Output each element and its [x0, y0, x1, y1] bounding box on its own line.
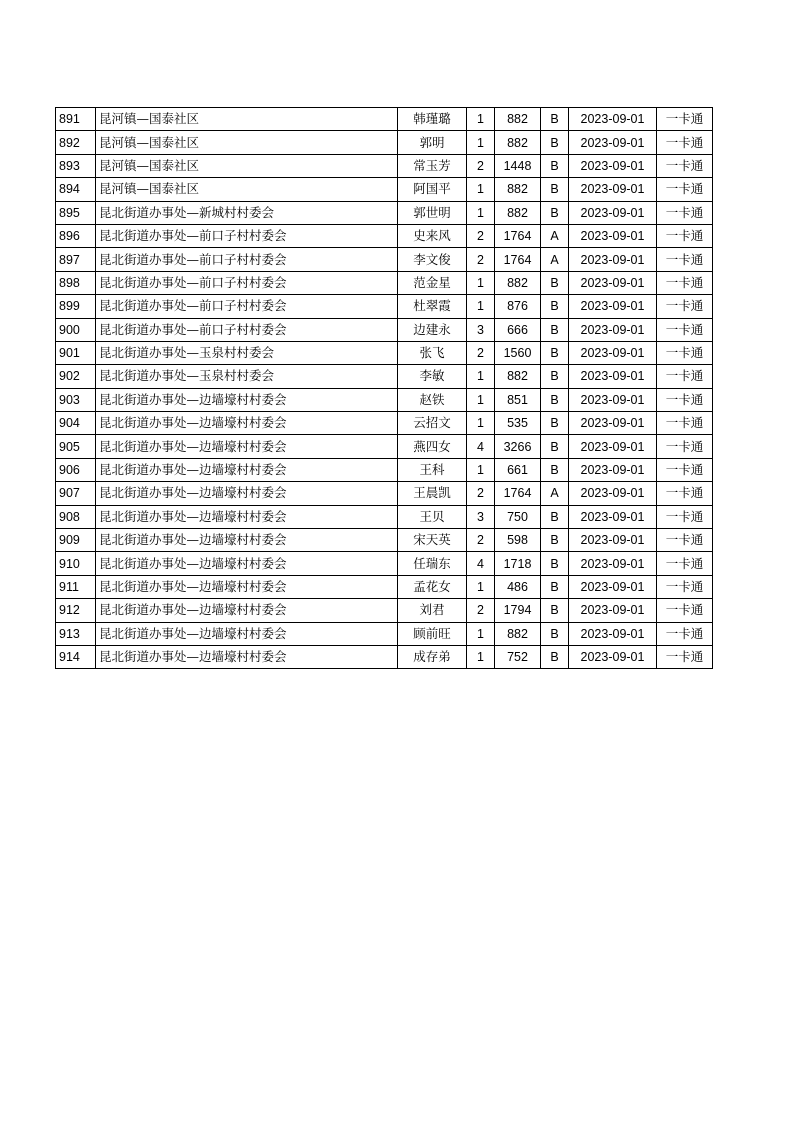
household-count-cell: 1: [467, 178, 495, 201]
person-name-cell: 王晨凯: [398, 482, 467, 505]
amount-cell: 486: [495, 575, 541, 598]
row-number-cell: 914: [56, 645, 96, 668]
table-row: [56, 271, 713, 294]
organization-cell: 昆北街道办事处—边墙壕村村委会: [96, 458, 398, 481]
household-count-cell: 1: [467, 131, 495, 154]
person-name-cell: 燕四女: [398, 435, 467, 458]
date-cell: 2023-09-01: [569, 295, 657, 318]
person-name-cell: 范金星: [398, 271, 467, 294]
category-cell: B: [541, 529, 569, 552]
amount-cell: 750: [495, 505, 541, 528]
household-count-cell: 1: [467, 295, 495, 318]
amount-cell: 882: [495, 201, 541, 224]
row-number-cell: 891: [56, 108, 96, 131]
amount-cell: 661: [495, 458, 541, 481]
payment-method-cell: 一卡通: [657, 505, 713, 528]
organization-cell: 昆北街道办事处—边墙壕村村委会: [96, 622, 398, 645]
category-cell: B: [541, 435, 569, 458]
amount-cell: 882: [495, 178, 541, 201]
person-name-cell: 郭世明: [398, 201, 467, 224]
household-count-cell: 2: [467, 248, 495, 271]
row-number-cell: 912: [56, 599, 96, 622]
amount-cell: 752: [495, 645, 541, 668]
row-number-cell: 904: [56, 412, 96, 435]
organization-cell: 昆北街道办事处—边墙壕村村委会: [96, 599, 398, 622]
row-number-cell: 899: [56, 295, 96, 318]
row-number-cell: 908: [56, 505, 96, 528]
household-count-cell: 2: [467, 154, 495, 177]
category-cell: B: [541, 552, 569, 575]
date-cell: 2023-09-01: [569, 482, 657, 505]
amount-cell: 666: [495, 318, 541, 341]
table-row: [56, 529, 713, 552]
amount-cell: 1718: [495, 552, 541, 575]
table-row: [56, 482, 713, 505]
row-number-cell: 895: [56, 201, 96, 224]
date-cell: 2023-09-01: [569, 248, 657, 271]
date-cell: 2023-09-01: [569, 552, 657, 575]
person-name-cell: 杜翠霞: [398, 295, 467, 318]
person-name-cell: 顾前旺: [398, 622, 467, 645]
date-cell: 2023-09-01: [569, 458, 657, 481]
amount-cell: 882: [495, 365, 541, 388]
date-cell: 2023-09-01: [569, 599, 657, 622]
amount-cell: 1794: [495, 599, 541, 622]
table-row: [56, 599, 713, 622]
payment-method-cell: 一卡通: [657, 108, 713, 131]
payment-method-cell: 一卡通: [657, 599, 713, 622]
organization-cell: 昆北街道办事处—边墙壕村村委会: [96, 388, 398, 411]
person-name-cell: 任瑞东: [398, 552, 467, 575]
date-cell: 2023-09-01: [569, 529, 657, 552]
payment-method-cell: 一卡通: [657, 248, 713, 271]
category-cell: B: [541, 271, 569, 294]
amount-cell: 1560: [495, 341, 541, 364]
date-cell: 2023-09-01: [569, 412, 657, 435]
category-cell: B: [541, 178, 569, 201]
table-row: [56, 131, 713, 154]
date-cell: 2023-09-01: [569, 201, 657, 224]
table-row: [56, 552, 713, 575]
person-name-cell: 韩瑾璐: [398, 108, 467, 131]
household-count-cell: 4: [467, 435, 495, 458]
date-cell: 2023-09-01: [569, 224, 657, 247]
category-cell: B: [541, 341, 569, 364]
organization-cell: 昆北街道办事处—前口子村村委会: [96, 248, 398, 271]
person-name-cell: 云招文: [398, 412, 467, 435]
table-row: [56, 645, 713, 668]
payment-method-cell: 一卡通: [657, 365, 713, 388]
household-count-cell: 1: [467, 458, 495, 481]
payment-method-cell: 一卡通: [657, 482, 713, 505]
payment-method-cell: 一卡通: [657, 295, 713, 318]
person-name-cell: 郭明: [398, 131, 467, 154]
table-row: [56, 622, 713, 645]
row-number-cell: 898: [56, 271, 96, 294]
person-name-cell: 张飞: [398, 341, 467, 364]
household-count-cell: 1: [467, 108, 495, 131]
payment-method-cell: 一卡通: [657, 318, 713, 341]
organization-cell: 昆北街道办事处—边墙壕村村委会: [96, 482, 398, 505]
table-row: [56, 178, 713, 201]
date-cell: 2023-09-01: [569, 505, 657, 528]
organization-cell: 昆北街道办事处—前口子村村委会: [96, 318, 398, 341]
organization-cell: 昆北街道办事处—边墙壕村村委会: [96, 552, 398, 575]
category-cell: B: [541, 201, 569, 224]
amount-cell: 851: [495, 388, 541, 411]
household-count-cell: 2: [467, 599, 495, 622]
payment-method-cell: 一卡通: [657, 224, 713, 247]
person-name-cell: 阿国平: [398, 178, 467, 201]
category-cell: A: [541, 248, 569, 271]
payment-method-cell: 一卡通: [657, 341, 713, 364]
amount-cell: 876: [495, 295, 541, 318]
payment-method-cell: 一卡通: [657, 388, 713, 411]
payment-method-cell: 一卡通: [657, 178, 713, 201]
amount-cell: 1764: [495, 248, 541, 271]
table-row: [56, 248, 713, 271]
category-cell: B: [541, 645, 569, 668]
organization-cell: 昆北街道办事处—边墙壕村村委会: [96, 435, 398, 458]
payment-method-cell: 一卡通: [657, 154, 713, 177]
payment-method-cell: 一卡通: [657, 131, 713, 154]
household-count-cell: 2: [467, 341, 495, 364]
category-cell: B: [541, 388, 569, 411]
date-cell: 2023-09-01: [569, 435, 657, 458]
organization-cell: 昆北街道办事处—边墙壕村村委会: [96, 645, 398, 668]
table-row: [56, 458, 713, 481]
row-number-cell: 892: [56, 131, 96, 154]
household-count-cell: 2: [467, 529, 495, 552]
category-cell: B: [541, 412, 569, 435]
household-count-cell: 1: [467, 365, 495, 388]
amount-cell: 1764: [495, 482, 541, 505]
organization-cell: 昆河镇—国泰社区: [96, 178, 398, 201]
amount-cell: 1448: [495, 154, 541, 177]
date-cell: 2023-09-01: [569, 131, 657, 154]
organization-cell: 昆北街道办事处—前口子村村委会: [96, 224, 398, 247]
household-count-cell: 3: [467, 318, 495, 341]
organization-cell: 昆北街道办事处—新城村村委会: [96, 201, 398, 224]
amount-cell: 3266: [495, 435, 541, 458]
person-name-cell: 史来风: [398, 224, 467, 247]
payment-method-cell: 一卡通: [657, 271, 713, 294]
person-name-cell: 成存弟: [398, 645, 467, 668]
record-table: [55, 107, 713, 669]
payment-method-cell: 一卡通: [657, 412, 713, 435]
amount-cell: 598: [495, 529, 541, 552]
table-row: [56, 318, 713, 341]
household-count-cell: 1: [467, 412, 495, 435]
row-number-cell: 910: [56, 552, 96, 575]
organization-cell: 昆北街道办事处—边墙壕村村委会: [96, 412, 398, 435]
organization-cell: 昆北街道办事处—前口子村村委会: [96, 295, 398, 318]
organization-cell: 昆河镇—国泰社区: [96, 131, 398, 154]
category-cell: B: [541, 365, 569, 388]
payment-method-cell: 一卡通: [657, 645, 713, 668]
row-number-cell: 901: [56, 341, 96, 364]
organization-cell: 昆北街道办事处—边墙壕村村委会: [96, 529, 398, 552]
table-row: [56, 505, 713, 528]
household-count-cell: 4: [467, 552, 495, 575]
table-row: [56, 435, 713, 458]
household-count-cell: 1: [467, 271, 495, 294]
date-cell: 2023-09-01: [569, 318, 657, 341]
row-number-cell: 893: [56, 154, 96, 177]
person-name-cell: 李敏: [398, 365, 467, 388]
category-cell: B: [541, 575, 569, 598]
category-cell: B: [541, 458, 569, 481]
table-row: [56, 575, 713, 598]
date-cell: 2023-09-01: [569, 178, 657, 201]
person-name-cell: 刘君: [398, 599, 467, 622]
row-number-cell: 903: [56, 388, 96, 411]
date-cell: 2023-09-01: [569, 365, 657, 388]
table-row: [56, 412, 713, 435]
date-cell: 2023-09-01: [569, 108, 657, 131]
payment-method-cell: 一卡通: [657, 435, 713, 458]
table-row: [56, 341, 713, 364]
date-cell: 2023-09-01: [569, 388, 657, 411]
category-cell: B: [541, 108, 569, 131]
organization-cell: 昆河镇—国泰社区: [96, 154, 398, 177]
row-number-cell: 911: [56, 575, 96, 598]
amount-cell: 535: [495, 412, 541, 435]
household-count-cell: 1: [467, 575, 495, 598]
category-cell: B: [541, 622, 569, 645]
person-name-cell: 边建永: [398, 318, 467, 341]
payment-method-cell: 一卡通: [657, 622, 713, 645]
row-number-cell: 906: [56, 458, 96, 481]
date-cell: 2023-09-01: [569, 575, 657, 598]
person-name-cell: 王科: [398, 458, 467, 481]
row-number-cell: 909: [56, 529, 96, 552]
row-number-cell: 913: [56, 622, 96, 645]
table-row: [56, 108, 713, 131]
row-number-cell: 902: [56, 365, 96, 388]
amount-cell: 882: [495, 622, 541, 645]
person-name-cell: 王贝: [398, 505, 467, 528]
person-name-cell: 宋天英: [398, 529, 467, 552]
person-name-cell: 孟花女: [398, 575, 467, 598]
date-cell: 2023-09-01: [569, 341, 657, 364]
household-count-cell: 2: [467, 224, 495, 247]
row-number-cell: 905: [56, 435, 96, 458]
amount-cell: 882: [495, 131, 541, 154]
payment-method-cell: 一卡通: [657, 529, 713, 552]
category-cell: B: [541, 599, 569, 622]
table-body: [56, 108, 713, 669]
table-row: [56, 224, 713, 247]
table-row: [56, 201, 713, 224]
person-name-cell: 常玉芳: [398, 154, 467, 177]
date-cell: 2023-09-01: [569, 271, 657, 294]
payment-method-cell: 一卡通: [657, 575, 713, 598]
household-count-cell: 2: [467, 482, 495, 505]
date-cell: 2023-09-01: [569, 154, 657, 177]
payment-method-cell: 一卡通: [657, 201, 713, 224]
row-number-cell: 907: [56, 482, 96, 505]
household-count-cell: 1: [467, 388, 495, 411]
category-cell: B: [541, 154, 569, 177]
organization-cell: 昆北街道办事处—前口子村村委会: [96, 271, 398, 294]
organization-cell: 昆北街道办事处—玉泉村村委会: [96, 341, 398, 364]
organization-cell: 昆北街道办事处—边墙壕村村委会: [96, 575, 398, 598]
table-row: [56, 295, 713, 318]
category-cell: B: [541, 131, 569, 154]
household-count-cell: 1: [467, 622, 495, 645]
amount-cell: 882: [495, 271, 541, 294]
organization-cell: 昆北街道办事处—玉泉村村委会: [96, 365, 398, 388]
category-cell: B: [541, 318, 569, 341]
category-cell: A: [541, 482, 569, 505]
table-row: [56, 154, 713, 177]
date-cell: 2023-09-01: [569, 622, 657, 645]
person-name-cell: 赵铁: [398, 388, 467, 411]
household-count-cell: 1: [467, 201, 495, 224]
payment-method-cell: 一卡通: [657, 458, 713, 481]
person-name-cell: 李文俊: [398, 248, 467, 271]
amount-cell: 1764: [495, 224, 541, 247]
payment-method-cell: 一卡通: [657, 552, 713, 575]
household-count-cell: 3: [467, 505, 495, 528]
row-number-cell: 900: [56, 318, 96, 341]
category-cell: A: [541, 224, 569, 247]
table-row: [56, 365, 713, 388]
organization-cell: 昆北街道办事处—边墙壕村村委会: [96, 505, 398, 528]
household-count-cell: 1: [467, 645, 495, 668]
amount-cell: 882: [495, 108, 541, 131]
table-row: [56, 388, 713, 411]
category-cell: B: [541, 505, 569, 528]
row-number-cell: 894: [56, 178, 96, 201]
row-number-cell: 897: [56, 248, 96, 271]
date-cell: 2023-09-01: [569, 645, 657, 668]
row-number-cell: 896: [56, 224, 96, 247]
category-cell: B: [541, 295, 569, 318]
organization-cell: 昆河镇—国泰社区: [96, 108, 398, 131]
